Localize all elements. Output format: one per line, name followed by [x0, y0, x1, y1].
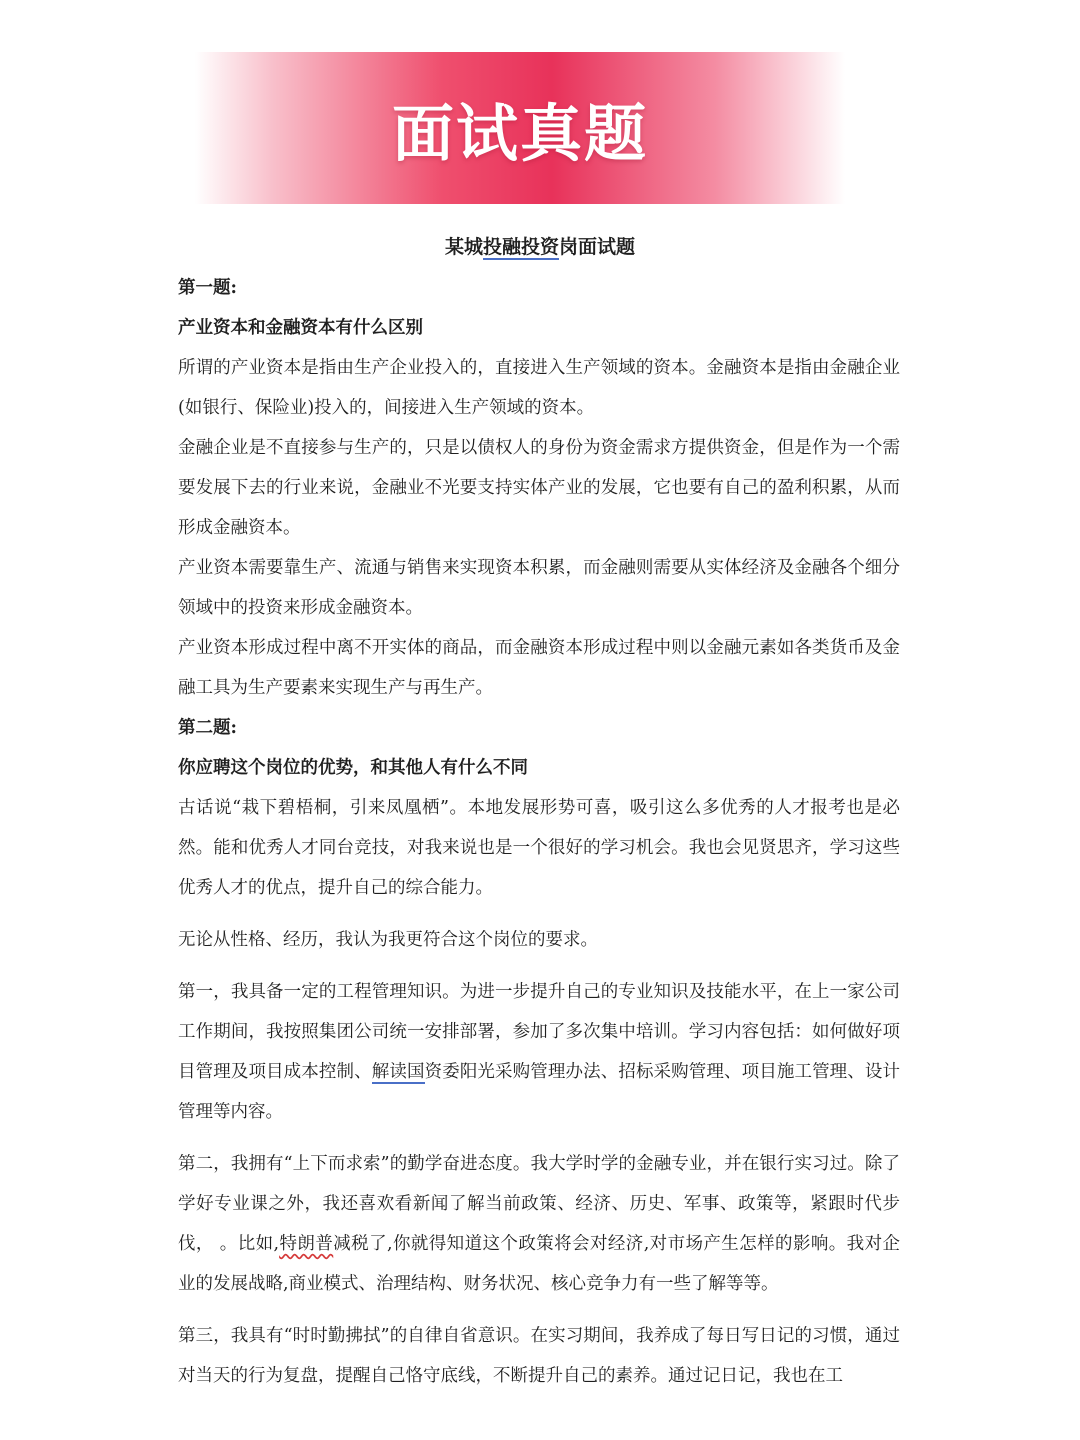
title-prefix: 某城 — [444, 236, 483, 258]
answer-2-paragraph: 无论从性格、经历，我认为我更符合这个岗位的要求。 — [178, 930, 598, 950]
answer-2-paragraph: 第三，我具有“时时勤拂拭”的自律自省意识。在实习期间，我养成了每日写日记的习惯，通过对当天的行为复盘，提醒自己恪守底线，不断提升自己的素养。通过记日记，我也在工 — [178, 1326, 900, 1386]
answer-2-paragraph: 古话说“栽下碧梧桐，引来凤凰栖”。本地发展形势可喜，吸引这么多优秀的人才报考也是必然。能和优秀人才同台竞技，对我来说也是一个很好的学习机会。我也会见贤思齐，学习这些优秀人才的优点，提升自己的综合能力。 — [178, 798, 900, 898]
answer-2-paragraph — [178, 972, 900, 1132]
question-2-label: 第二题: — [178, 718, 237, 738]
document-title — [0, 232, 1080, 262]
question-2-title: 你应聘这个岗位的优势，和其他人有什么不同 — [178, 758, 528, 778]
title-suffix: 岗面试题 — [559, 236, 636, 258]
answer-1-paragraph: 产业资本需要靠生产、流通与销售来实现资本积累，而金融则需要从实体经济及金融各个细分领域中的投资来形成金融资本。 — [178, 558, 900, 618]
text-segment: 第二，我拥有“上下而求索”的勤学奋进态度。我大学时学的金融专业，并在银行实习过。除了学好专业课之外，我还喜欢看新闻了解当前政策、经济、历史、军事、政策等，紧跟时代步伐， 。比如, — [178, 1154, 900, 1254]
text-segment: 第一，我具备一定的工程管理知识。为进一步提升自己的专业知识及技能水平，在上一家公司工作期间，我按照集团公司统一安排部署，参加了多次集中培训。学习内容包括：如何做好项目管理及项目成本控制、 — [178, 982, 900, 1082]
document-body — [178, 268, 900, 1396]
header-banner — [195, 52, 845, 204]
answer-2-paragraph — [178, 1144, 900, 1304]
spellcheck-flagged-term: 特朗普 — [279, 1234, 334, 1254]
question-1-title: 产业资本和金融资本有什么区别 — [178, 318, 423, 338]
title-underlined-term: 投融投资 — [482, 236, 559, 258]
answer-1-paragraph: 所谓的产业资本是指由生产企业投入的，直接进入生产领域的资本。金融资本是指由金融企业(如银行、保险业)投入的，间接进入生产领域的资本。 — [178, 358, 900, 418]
text-segment: 减税了,你就得知道这个政策将会对经济,对市场产生怎样的影响。我对企业的发展战略,商业模式、治理结构、财务状况、核心竞争力有一些了解等等。 — [178, 1234, 901, 1294]
question-1-label: 第一题: — [178, 278, 237, 298]
banner-title: 面试真题 — [391, 96, 648, 170]
answer-1-paragraph: 金融企业是不直接参与生产的，只是以债权人的身份为资金需求方提供资金，但是作为一个需要发展下去的行业来说，金融业不光要支持实体产业的发展，它也要有自己的盈利积累，从而形成金融资本。 — [178, 438, 900, 538]
text-segment: 资委阳光采购管理办法、招标采购管理、项目施工管理、设计管理等内容。 — [178, 1062, 901, 1122]
underlined-term: 解读国 — [371, 1062, 425, 1082]
answer-1-paragraph: 产业资本形成过程中离不开实体的商品，而金融资本形成过程中则以金融元素如各类货币及金融工具为生产要素来实现生产与再生产。 — [178, 638, 900, 698]
